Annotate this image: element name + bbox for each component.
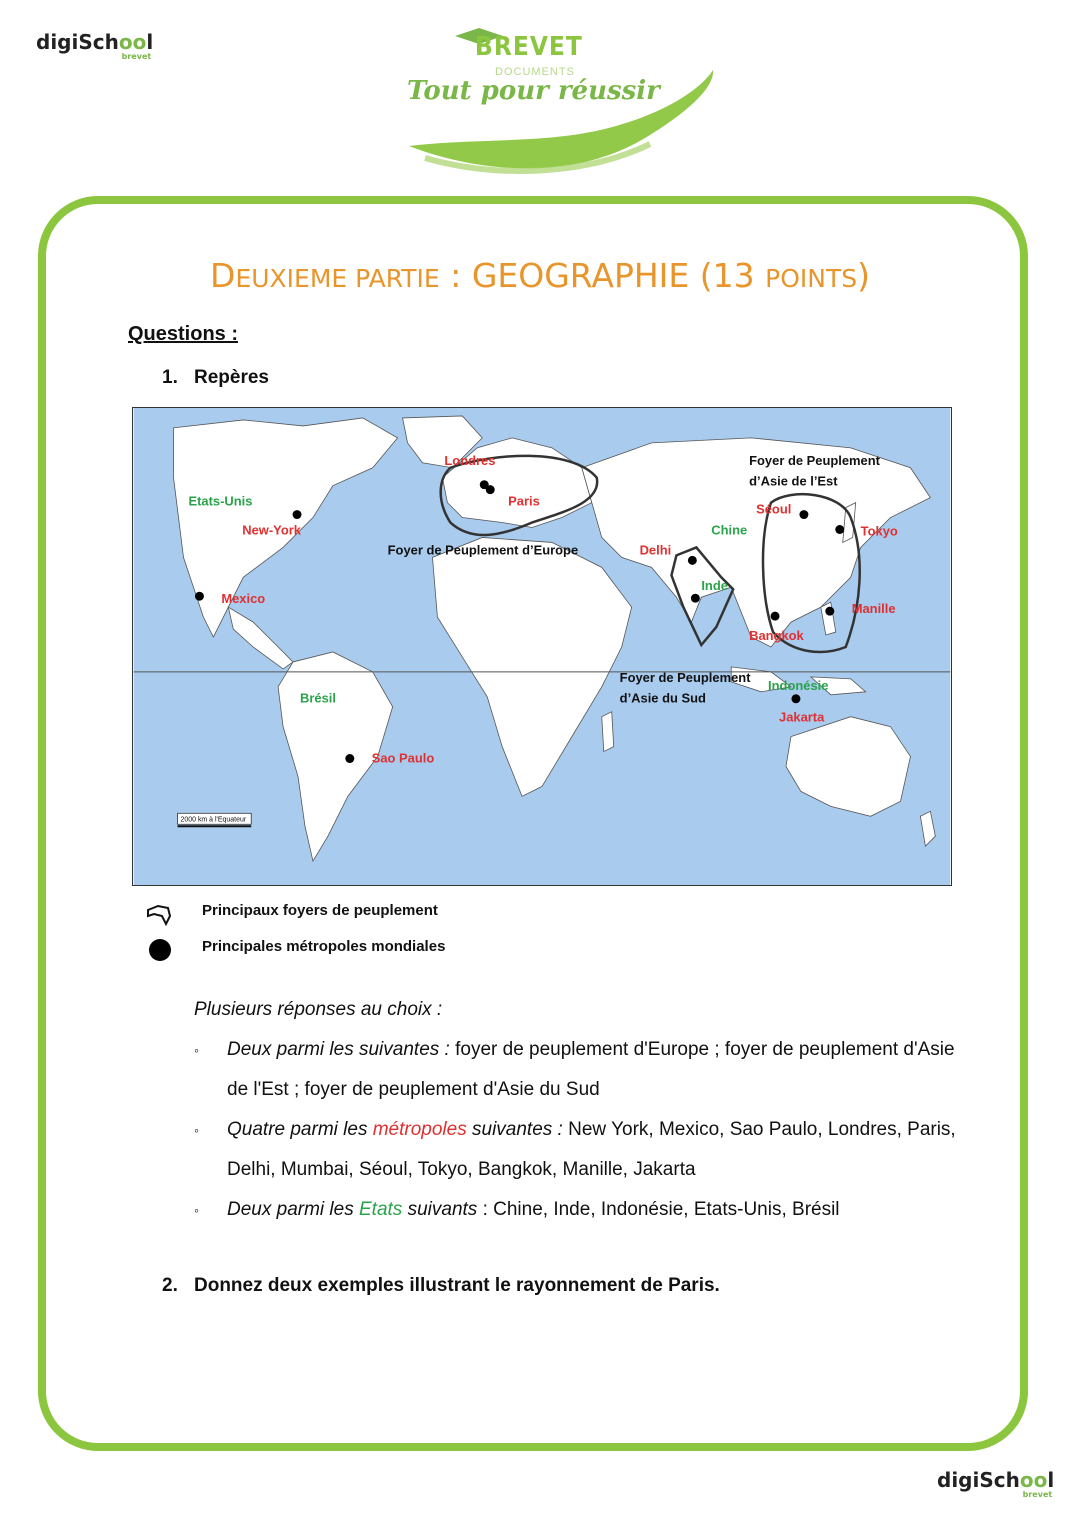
question-1-heading: 1. Repères	[162, 367, 269, 388]
map-scale	[178, 813, 252, 826]
label-foyer-asie-est-2: d’Asie de l’Est	[749, 473, 838, 489]
svg-text:2000 km à l'Equateur: 2000 km à l'Equateur	[180, 816, 247, 824]
label-delhi: Delhi	[639, 542, 672, 558]
label-manille: Manille	[851, 601, 896, 617]
answer-item-metropoles: ◦ Quatre parmi les métropoles suivantes : New York, Mexico, Sao Paulo, Londres, Paris, Delhi, Mumbai, Séoul, Tokyo, Bangkok, Manille, Jakarta	[194, 1119, 956, 1180]
label-indonesie: Indonésie	[768, 677, 829, 693]
label-tokyo: Tokyo	[860, 523, 898, 539]
brevet-header-logo	[395, 18, 725, 188]
question-2-heading: 2. Donnez deux exemples illustrant le rayonnement de Paris.	[162, 1275, 720, 1296]
label-sao-paulo: Sao Paulo	[371, 750, 435, 766]
questions-label: Questions :	[128, 323, 239, 345]
digischool-logo-top: digiSchool brevet	[36, 30, 154, 61]
foyer-outline-icon	[142, 902, 176, 928]
label-londres: Londres	[444, 452, 496, 468]
answer-item-etats: ◦ Deux parmi les Etats suivants : Chine, Inde, Indonésie, Etats-Unis, Brésil	[194, 1199, 840, 1220]
answer-item-foyers: ◦ Deux parmi les suivantes : foyer de peuplement d'Europe ; foyer de peuplement d'Asie de l'Est ; foyer de peuplement d'Asie du Sud	[194, 1039, 955, 1100]
label-mexico: Mexico	[221, 591, 266, 607]
label-bangkok: Bangkok	[749, 628, 804, 644]
label-foyer-asie-sud-1: Foyer de Peuplement	[619, 669, 751, 685]
label-inde: Inde	[701, 578, 728, 594]
label-paris: Paris	[508, 493, 540, 509]
label-foyer-europe: Foyer de Peuplement d’Europe	[387, 542, 579, 558]
world-map	[132, 407, 952, 886]
answers-intro: Plusieurs réponses au choix :	[194, 999, 443, 1020]
label-foyer-asie-est-1: Foyer de Peuplement	[749, 452, 880, 468]
legend-metropoles: Principales métropoles mondiales	[142, 938, 176, 968]
header-brevet: BREVET	[475, 32, 583, 62]
label-foyer-asie-sud-2: d’Asie du Sud	[619, 690, 706, 706]
digischool-logo-bottom: digiSchool brevet	[937, 1468, 1055, 1499]
label-new-york: New-York	[242, 522, 301, 538]
label-chine: Chine	[711, 522, 748, 538]
metropole-dot-icon	[142, 938, 176, 964]
label-etats-unis: Etats-Unis	[188, 493, 253, 509]
label-bresil: Brésil	[300, 690, 336, 706]
label-jakarta: Jakarta	[779, 709, 825, 725]
header-slogan: Tout pour réussir	[407, 76, 660, 106]
legend-foyers: Principaux foyers de peuplement	[142, 902, 176, 932]
header-documents: DOCUMENTS	[495, 66, 575, 78]
answers-block	[194, 990, 974, 1230]
label-seoul: Séoul	[756, 501, 792, 517]
page-title: DEUXIEME PARTIE : GEOGRAPHIE (13 POINTS)	[210, 256, 870, 295]
